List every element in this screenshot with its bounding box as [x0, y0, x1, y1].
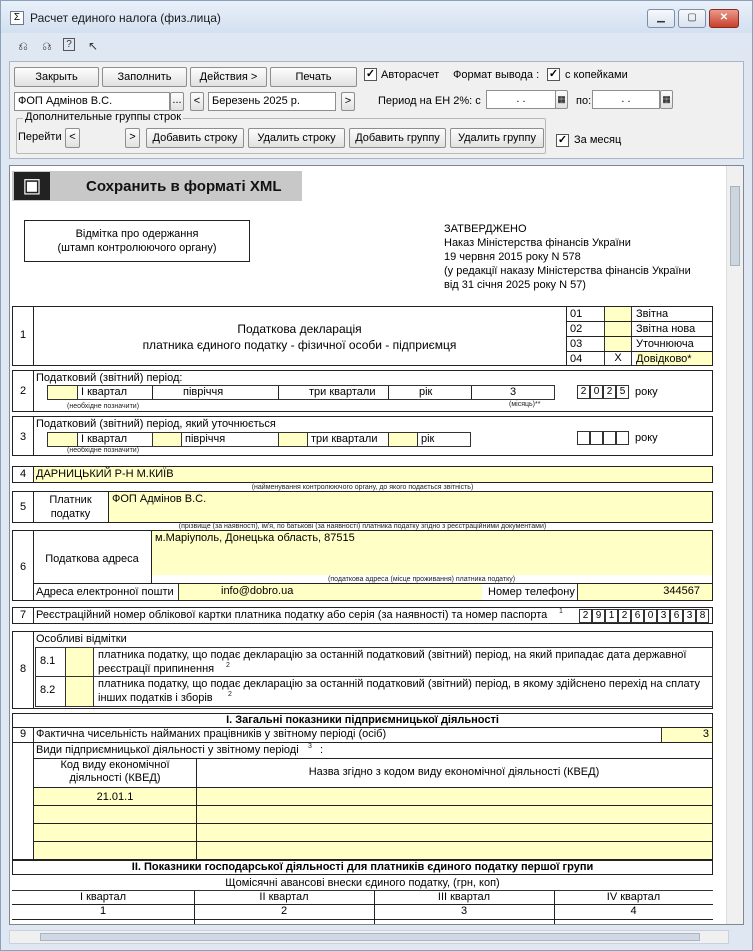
quarter-header: II квартал [259, 891, 309, 903]
group-prev-button[interactable]: < [65, 128, 80, 148]
stamp-box [24, 220, 250, 262]
autocalc-label: Авторасчет [381, 69, 440, 81]
mark-checkbox[interactable] [65, 677, 94, 706]
maximize-button[interactable]: ▢ [678, 9, 706, 28]
period-en-label: Период на ЕН 2%: с [378, 95, 481, 107]
address-label: Податкова адреса [45, 553, 139, 565]
period-option: рік [419, 386, 433, 398]
type-label: Довідково* [636, 352, 712, 365]
clarified-period-label: Податковий (звітний) період, який уточнюється [36, 418, 276, 430]
type-mark[interactable] [604, 337, 632, 351]
approved-line: 19 червня 2015 року N 578 [444, 251, 581, 263]
email-field[interactable]: info@dobro.ua [178, 584, 482, 600]
tax-office-field[interactable]: ДАРНИЦЬКИЙ Р-Н М.КИЇВ [34, 467, 712, 482]
redo-icon[interactable]: ⎌ [42, 39, 52, 53]
quarter-header: IV квартал [606, 891, 661, 903]
id-digit[interactable]: 6 [631, 609, 644, 623]
stamp-line-1: Відмітка про одержання [75, 228, 199, 240]
row-number: 9 [19, 728, 27, 740]
row-number: 4 [19, 468, 27, 480]
year-digit[interactable]: 2 [577, 385, 590, 399]
mark-text: платника податку, що подає декларацію за останній податковий (звітний) період, на який припадає дата державної [98, 649, 687, 661]
declaration-form [10, 166, 728, 925]
extra-row-groups [16, 111, 546, 154]
add-row-button[interactable]: Добавить строку [146, 128, 244, 148]
year-digit[interactable] [603, 431, 616, 445]
address-note: (податкова адреса (місце проживання) платника податку) [328, 576, 516, 583]
period-check[interactable] [388, 433, 418, 446]
app-icon: Σ [10, 11, 24, 25]
period-check[interactable] [278, 433, 308, 446]
row-number: 3 [19, 431, 27, 443]
section-2-header [12, 860, 713, 875]
approved-line: ЗАТВЕРДЖЕНО [444, 223, 527, 235]
declaration-title: Податкова декларація [237, 322, 362, 336]
mark-text: платника податку, що подає декларацію за останній податковий (звітний) період, в якому здійснено перехід на сплату [98, 678, 701, 690]
type-code: 03 [570, 338, 583, 350]
row-number: 8 [19, 663, 27, 675]
year-digit[interactable] [616, 431, 629, 445]
window-title: Расчет единого налога (физ.лица) [30, 11, 221, 25]
period-field[interactable]: Березень 2025 р. [208, 92, 336, 111]
type-row [567, 337, 713, 351]
id-digit[interactable]: 9 [592, 609, 605, 623]
email-label: Адреса електронної пошти [36, 586, 174, 598]
calendar-to-icon[interactable]: ▦ [660, 90, 673, 109]
close-button[interactable]: Закрыть [14, 67, 99, 87]
kved-block [12, 743, 713, 860]
pointer-help-icon[interactable]: ↖ [87, 39, 99, 53]
id-digit[interactable]: 8 [696, 609, 709, 623]
year-digit[interactable]: 5 [616, 385, 629, 399]
row-7 [12, 607, 713, 624]
special-marks-label: Особливі відмітки [36, 633, 127, 645]
id-digit[interactable]: 1 [605, 609, 618, 623]
actions-button[interactable]: Действия > [190, 67, 267, 87]
taxpayer-label-2: податку [50, 508, 91, 520]
quarters-table [12, 890, 713, 925]
section-1-title: I. Загальні показники підприємницької діяльності [226, 714, 499, 726]
save-xml-label: Сохранить в форматі XML [86, 178, 282, 195]
id-digit[interactable]: 0 [644, 609, 657, 623]
horizontal-scrollbar[interactable] [1, 925, 752, 949]
kopecks-checkbox[interactable]: ✓ [548, 68, 559, 80]
type-label: Звітна нова [636, 323, 696, 335]
id-digit[interactable]: 6 [670, 609, 683, 623]
type-row [567, 307, 713, 322]
mark-8-2 [35, 677, 713, 707]
row-4 [12, 466, 713, 483]
type-mark[interactable]: X [604, 352, 632, 365]
employees-label: Фактична чисельність найманих працівників у звітному періоді (осіб) [36, 728, 387, 740]
scroll-track[interactable] [9, 930, 729, 944]
year-digit[interactable] [590, 431, 603, 445]
declaration-subtitle: платника єдиного податку - фізичної особи - підприємця [142, 338, 457, 352]
kved-code-header-2: діяльності (КВЕД) [69, 772, 161, 784]
year-digit[interactable] [577, 431, 590, 445]
calendar-from-icon[interactable]: ▦ [555, 90, 568, 109]
row-6 [12, 530, 713, 601]
floppy-disk-icon: ▣ [14, 172, 50, 200]
taxpayer-select[interactable]: ФОП Адмінов В.С. [14, 92, 170, 111]
stamp-line-2: (штамп контролюючого органу) [57, 242, 217, 254]
period-check[interactable] [48, 386, 78, 399]
period-grid [47, 385, 555, 400]
quarter-number: 2 [280, 905, 288, 917]
month-note: (місяць)** [509, 401, 541, 408]
quarter-number: 4 [630, 905, 637, 917]
kved-rows [34, 788, 712, 859]
advance-label: Щомісячні авансові внески єдиного податку, (грн, коп) [225, 877, 500, 889]
id-digit[interactable]: 2 [579, 609, 592, 623]
mark-footnote: 2 [228, 691, 232, 698]
id-digit[interactable]: 3 [657, 609, 670, 623]
close-window-button[interactable]: ✕ [709, 9, 739, 28]
to-label: по: [576, 95, 592, 107]
control-panel [9, 61, 744, 159]
row-8 [12, 631, 713, 709]
period-option: три квартали [311, 433, 378, 445]
toolbar [1, 33, 752, 59]
row-1 [12, 306, 713, 366]
taxpayer-label: Платник [49, 494, 92, 506]
group-title: Дополнительные группы строк [25, 111, 182, 123]
phone-field[interactable]: 344567 [577, 584, 712, 600]
kved-code[interactable]: 21.01.1 [96, 791, 134, 803]
mark-checkbox[interactable] [65, 648, 94, 676]
date-from-field[interactable]: . . [486, 90, 556, 109]
month-checkbox[interactable]: ✓ [557, 134, 568, 146]
section-1-header [12, 713, 713, 728]
vertical-scroll-thumb[interactable] [730, 186, 740, 266]
mark-text: реєстрації припинення [98, 663, 215, 675]
row-5 [12, 491, 713, 523]
year-digit[interactable]: 2 [603, 385, 616, 399]
type-code: 02 [570, 323, 583, 335]
row-number: 2 [19, 385, 27, 397]
taxpayer-note: (прізвище (за наявності), ім'я, по батькові (за наявності) платника податку згідно з реєстраційними документами) [178, 523, 547, 530]
quarter-number: 1 [99, 905, 107, 917]
vertical-scrollbar[interactable] [726, 166, 743, 925]
type-code: 01 [570, 308, 583, 320]
period-check[interactable] [152, 433, 182, 446]
quarter-header: III квартал [437, 891, 491, 903]
undo-icon[interactable]: ⎌ [18, 39, 28, 53]
quarter-number: 3 [460, 905, 468, 917]
id-digit[interactable]: 3 [683, 609, 696, 623]
period-month[interactable]: 3 [509, 386, 517, 398]
year-label: року [635, 432, 658, 444]
period-option: півріччя [183, 386, 224, 398]
horizontal-scroll-thumb[interactable] [40, 933, 700, 941]
clarified-period-grid [47, 432, 471, 447]
minimize-button[interactable]: ▁ [647, 9, 675, 28]
type-mark[interactable] [604, 322, 632, 336]
delete-group-button[interactable]: Удалить группу [450, 128, 544, 148]
goto-label: Перейти [18, 131, 62, 143]
type-row [567, 352, 713, 365]
quarter-header: I квартал [79, 891, 127, 903]
period-check[interactable] [48, 433, 78, 446]
row-number: 6 [19, 561, 27, 573]
mark-8-1 [35, 647, 713, 677]
id-footnote: 1 [559, 608, 563, 615]
document-view[interactable] [9, 165, 744, 925]
month-label: За месяц [574, 134, 622, 146]
row-number: 7 [19, 609, 27, 621]
period-option: півріччя [185, 433, 226, 445]
row-number: 1 [19, 329, 27, 341]
section-2-title: II. Показники господарської діяльності для платників єдиного податку першої групи [131, 861, 594, 873]
taxpayer-browse-button[interactable]: ... [170, 92, 184, 111]
tax-office-note: (найменування контролюючого органу, до якого подається звітність) [251, 484, 474, 491]
kved-colon: : [320, 744, 324, 756]
add-group-button[interactable]: Добавить группу [349, 128, 446, 148]
kopecks-label: с копейками [565, 69, 628, 81]
year-digit[interactable]: 0 [590, 385, 603, 399]
address-field[interactable]: м.Маріуполь, Донецька область, 87515 [152, 531, 712, 575]
print-button[interactable]: Печать [270, 67, 357, 87]
period-option: I квартал [81, 386, 128, 398]
period-option: рік [421, 433, 435, 445]
period-option: три квартали [309, 386, 376, 398]
type-label: Звітна [636, 308, 669, 320]
autocalc-checkbox[interactable]: ✓ [365, 68, 376, 80]
year-label: року [635, 386, 658, 398]
kved-name-header: Назва згідно з кодом виду економічної діяльності (КВЕД) [308, 766, 600, 778]
type-label: Уточнююча [636, 338, 694, 350]
row-number: 5 [19, 501, 27, 513]
declaration-type-table [567, 307, 713, 365]
row-3 [12, 416, 713, 456]
period-prev-button[interactable]: < [190, 92, 204, 111]
approved-block [444, 222, 691, 292]
row-9 [12, 728, 713, 743]
date-to-field[interactable]: . . [592, 90, 660, 109]
row-2 [12, 370, 713, 412]
id-label: Реєстраційний номер облікової картки платника податку або серія (за наявності) та номер паспорта [36, 609, 548, 621]
period-label: Податковий (звітний) період: [36, 372, 183, 384]
save-xml-button[interactable] [12, 171, 302, 201]
type-mark[interactable] [604, 307, 632, 321]
group-next-button[interactable]: > [125, 128, 140, 148]
taxpayer-name-field[interactable]: ФОП Адмінов В.С. [109, 492, 712, 522]
employees-field[interactable]: 3 [661, 728, 712, 742]
period-next-button[interactable]: > [341, 92, 355, 111]
kved-label: Види підприємницької діяльності у звітному періоді [36, 744, 299, 756]
approved-line: від 31 січня 2025 року N 57) [444, 279, 586, 291]
period-note: (необхідне позначити) [67, 403, 140, 410]
help-icon[interactable]: ? [63, 38, 75, 51]
mark-number: 8.2 [40, 684, 56, 696]
kved-code-header: Код виду економічної [60, 759, 170, 771]
approved-line: Наказ Міністерства фінансів України [444, 237, 631, 249]
mark-footnote: 2 [226, 662, 230, 669]
id-digit[interactable]: 2 [618, 609, 631, 623]
fill-button[interactable]: Заполнить [102, 67, 187, 87]
delete-row-button[interactable]: Удалить строку [248, 128, 345, 148]
period-option: I квартал [81, 433, 128, 445]
mark-number: 8.1 [40, 655, 56, 667]
phone-label: Номер телефону [488, 586, 575, 598]
mark-text: інших податків і зборів [98, 692, 213, 704]
title-bar [1, 1, 752, 33]
period-note: (необхідне позначити) [67, 447, 140, 454]
kved-table [34, 758, 712, 859]
approved-line: (у редакції наказу Міністерства фінансів України [444, 265, 691, 277]
type-code: 04 [570, 353, 583, 365]
type-row [567, 322, 713, 336]
kved-footnote: 3 [308, 743, 312, 750]
format-label: Формат вывода : [453, 69, 540, 81]
